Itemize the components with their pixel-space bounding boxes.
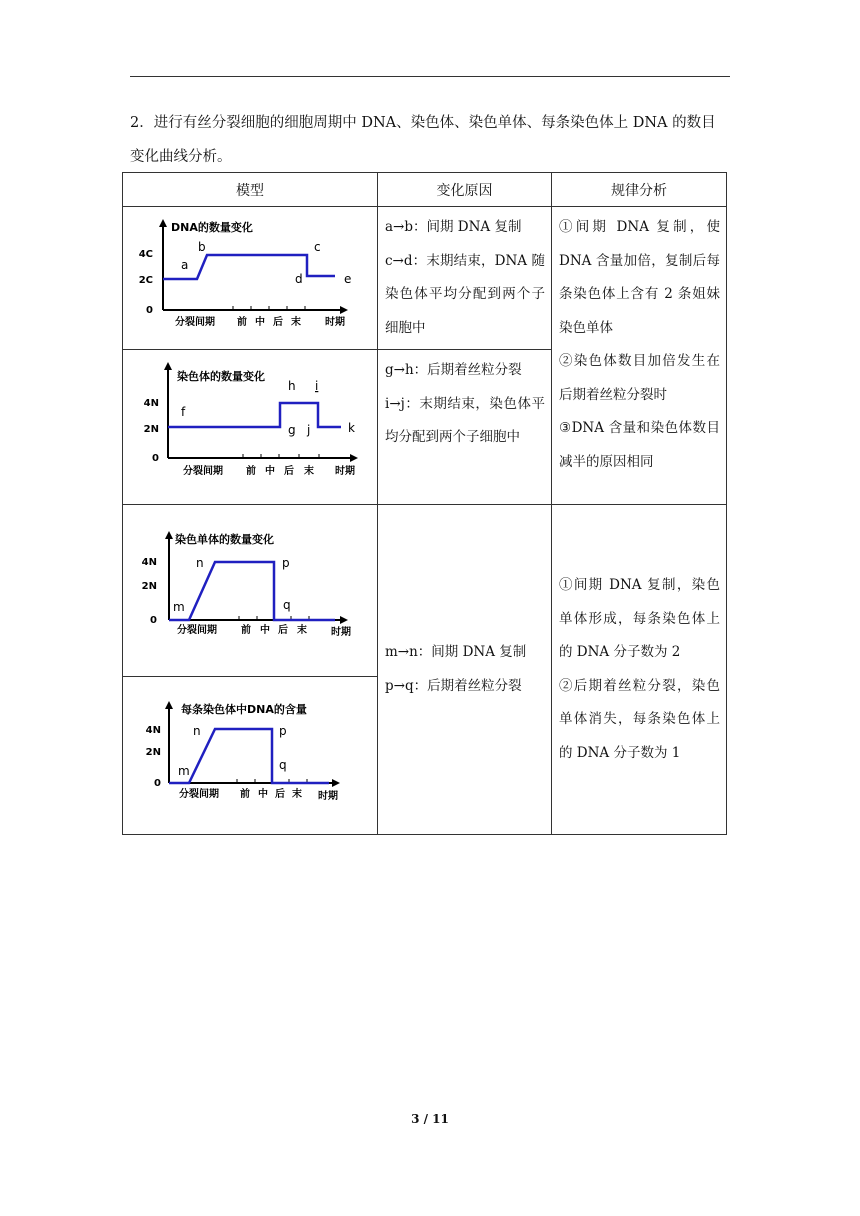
header-reason: 变化原因 <box>378 173 552 207</box>
reason-line: a→b：间期 DNA 复制 <box>385 219 522 235</box>
x-tick-label: 前 <box>246 466 256 477</box>
y-tick-label: 4N <box>141 557 157 568</box>
intro-paragraph: 2．进行有丝分裂细胞的细胞周期中 DNA、染色体、染色单体、每条染色体上 DNA 的数目变化曲线分析。 <box>130 115 716 165</box>
analysis-line: ②后期着丝粒分裂，染色单体消失，每条染色体上的 DNA 分子数为 1 <box>559 677 720 761</box>
analysis-table <box>122 172 727 835</box>
y-tick-label: 2N <box>141 581 157 592</box>
chart-title: 染色体的数量变化 <box>177 370 265 383</box>
reason-line: i→j：末期结束，染色体平均分配到两个子细胞中 <box>385 395 545 445</box>
chart-cell-dna <box>123 207 378 350</box>
header-analysis: 规律分析 <box>552 173 727 207</box>
x-tick-label: 末 <box>291 317 301 328</box>
x-tick-label: 分裂间期 <box>175 317 215 328</box>
x-tick-label: 分裂间期 <box>177 625 217 636</box>
header-rule <box>130 76 730 77</box>
chromatid-line <box>169 562 335 620</box>
x-tick-label: 末 <box>297 625 307 636</box>
chart-title: 染色单体的数量变化 <box>175 533 274 546</box>
row-dna <box>123 207 727 350</box>
chart-cell-chromosome <box>123 350 378 505</box>
x-tick-label: 后 <box>284 466 294 477</box>
chart-chromatid <box>123 505 377 676</box>
point-label-j: j <box>307 423 311 437</box>
point-label-m: m <box>178 764 190 778</box>
point-label-n: n <box>193 724 201 738</box>
point-label-f: f <box>181 405 186 419</box>
y-tick-label: 4N <box>143 398 159 409</box>
analysis-cell-rows12 <box>552 207 727 505</box>
reason-text <box>378 350 551 455</box>
reason-cell-chromosome <box>378 350 552 505</box>
point-label-a: a <box>181 258 189 272</box>
reason-line: p→q：后期着丝粒分裂 <box>385 677 522 694</box>
y-tick-label: 0 <box>154 778 161 789</box>
chart-dna <box>123 207 377 349</box>
reason-cell-rows34 <box>378 505 552 835</box>
point-label-e: e <box>344 272 352 286</box>
chart-title: DNA的数量变化 <box>171 221 253 234</box>
analysis-line: ②染色体数目加倍发生在后期着丝粒分裂时 <box>559 353 720 403</box>
x-tick-label: 中 <box>255 317 265 328</box>
y-tick-label: 0 <box>152 453 159 464</box>
y-tick-label: 2C <box>138 275 153 286</box>
chart-dna-per-chromosome <box>123 677 377 834</box>
x-tick-label: 末 <box>304 466 314 477</box>
y-tick-label: 2N <box>143 424 159 435</box>
chart-cell-dna-per-chromosome <box>123 677 378 835</box>
chart-cell-chromatid <box>123 505 378 677</box>
reason-cell-dna <box>378 207 552 350</box>
y-tick-label: 0 <box>146 305 153 316</box>
point-label-d: d <box>295 272 303 286</box>
point-label-i: i <box>315 379 319 393</box>
header-row <box>123 173 727 207</box>
point-label-h: h <box>288 379 296 393</box>
reason-text <box>378 636 551 703</box>
page-number: 3 / 11 <box>411 1112 449 1126</box>
point-label-n: n <box>196 556 204 570</box>
x-tick-label: 后 <box>275 789 285 800</box>
x-tick-label: 中 <box>265 466 275 477</box>
x-tick-label: 分裂间期 <box>179 789 219 800</box>
reason-text <box>378 207 551 345</box>
point-label-q: q <box>283 598 291 612</box>
point-label-m: m <box>173 600 185 614</box>
chromosome-line <box>168 403 341 427</box>
header-model: 模型 <box>123 173 378 207</box>
point-label-p: p <box>282 556 290 570</box>
x-axis-label: 时期 <box>325 317 345 328</box>
y-tick-label: 4N <box>145 725 161 736</box>
reason-line: g→h：后期着丝粒分裂 <box>385 362 522 378</box>
point-label-c: c <box>314 240 321 254</box>
y-tick-label: 0 <box>150 615 157 626</box>
x-tick-label: 中 <box>260 625 270 636</box>
analysis-cell-rows34 <box>552 505 727 835</box>
chart-title: 每条染色体中DNA的含量 <box>181 703 307 716</box>
x-tick-label: 后 <box>273 317 283 328</box>
row-chromatid <box>123 505 727 677</box>
point-label-p: p <box>279 724 287 738</box>
point-label-g: g <box>288 423 296 437</box>
analysis-text <box>552 207 726 479</box>
analysis-line: ③DNA 含量和染色体数目减半的原因相同 <box>559 420 720 470</box>
reason-line: m→n：间期 DNA 复制 <box>385 644 527 660</box>
chart-chromosome <box>123 350 377 504</box>
chart-dna-axes <box>163 225 341 310</box>
x-tick-label: 后 <box>278 625 288 636</box>
x-tick-label: 分裂间期 <box>183 466 223 477</box>
x-tick-label: 前 <box>240 789 250 800</box>
point-label-b: b <box>198 240 206 254</box>
point-label-k: k <box>348 421 355 435</box>
y-tick-label: 4C <box>138 249 153 260</box>
x-tick-label: 末 <box>292 789 302 800</box>
point-label-q: q <box>279 758 287 772</box>
reason-line: c→d：末期结束，DNA 随染色体平均分配到两个子细胞中 <box>385 252 545 336</box>
y-tick-label: 2N <box>145 747 161 758</box>
analysis-line: ①间期 DNA 复制，使 DNA 含量加倍，复制后每条染色体上含有 2 条姐妹染色单体 <box>559 219 720 336</box>
analysis-line: ①间期 DNA 复制，染色单体形成，每条染色体上的 DNA 分子数为 2 <box>559 577 720 660</box>
x-tick-label: 前 <box>237 317 247 328</box>
x-axis-label: 时期 <box>335 466 355 477</box>
x-tick-label: 中 <box>258 789 268 800</box>
dna-line <box>163 255 335 279</box>
x-axis-label: 时期 <box>318 791 338 802</box>
x-axis-label: 时期 <box>331 627 351 638</box>
analysis-text <box>552 569 726 770</box>
x-tick-label: 前 <box>241 625 251 636</box>
